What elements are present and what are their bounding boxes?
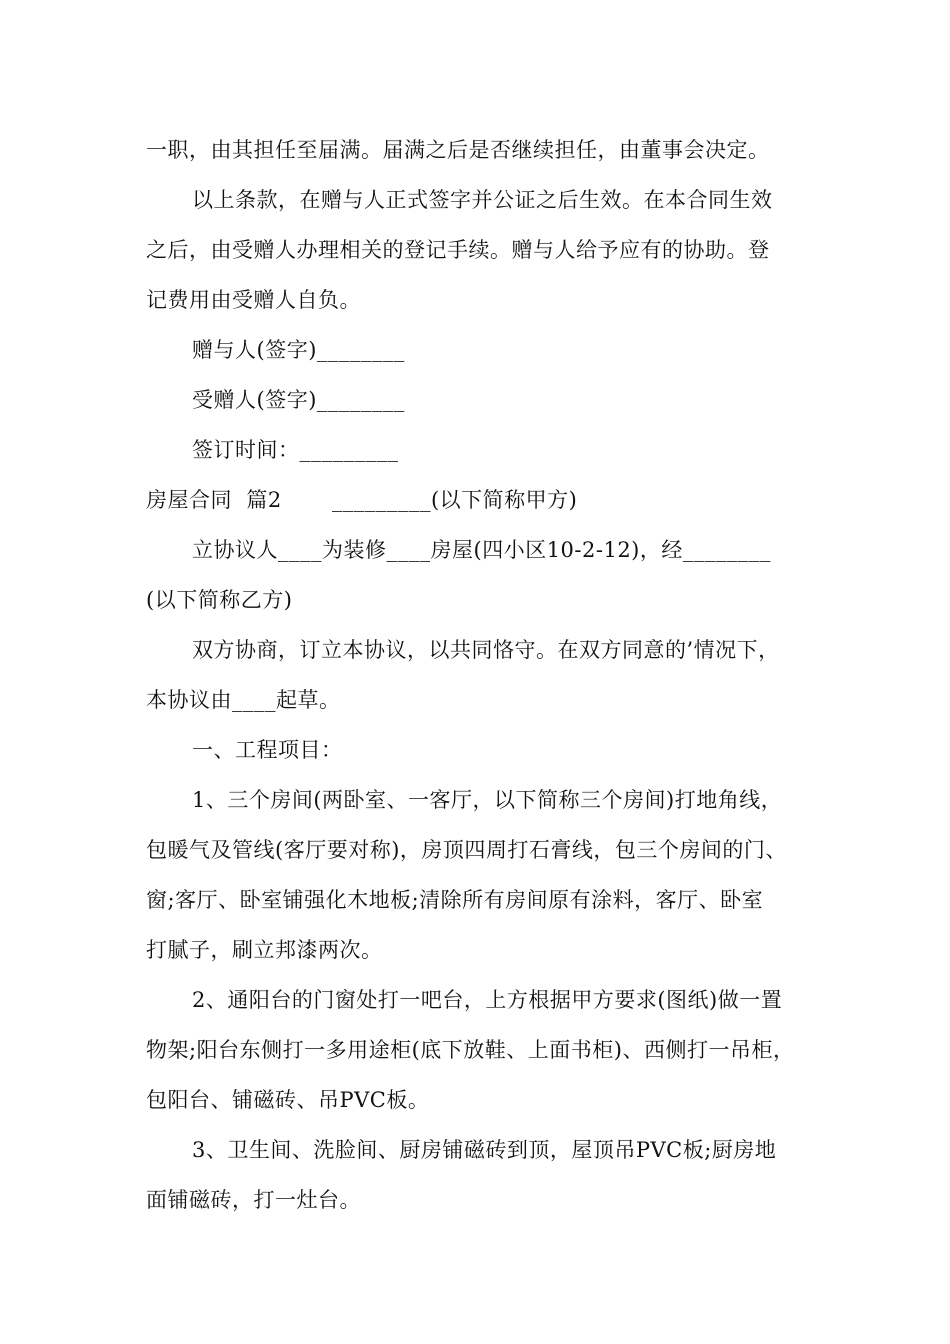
text-line: 包暖气及管线(客厅要对称)，房顶四周打石膏线，包三个房间的门、 — [146, 838, 787, 862]
text-line: 立协议人____为装修____房屋(四小区10-2-12)，经________ — [192, 538, 771, 562]
section-heading: 房屋合同 篇2 _________(以下简称甲方) — [146, 488, 578, 512]
text-line: 3、卫生间、洗脸间、厨房铺磁砖到顶，屋顶吊PVC板;厨房地 — [192, 1138, 777, 1162]
text-line: 物架;阳台东侧打一多用途柜(底下放鞋、上面书柜)、西侧打一吊柜， — [146, 1038, 795, 1062]
text-line: 面铺磁砖，打一灶台。 — [146, 1188, 361, 1212]
text-line: 2、通阳台的门窗处打一吧台，上方根据甲方要求(图纸)做一置 — [192, 988, 783, 1012]
text-line: 窗;客厅、卧室铺强化木地板;清除所有房间原有涂料，客厅、卧室 — [146, 888, 764, 912]
text-line: 记费用由受赠人自负。 — [146, 288, 361, 312]
signing-date-line: 签订时间：_________ — [192, 438, 399, 462]
text-line: 1、三个房间(两卧室、一客厅，以下简称三个房间)打地角线， — [192, 788, 783, 812]
text-line: 打腻子，刷立邦漆两次。 — [146, 938, 383, 962]
signature-line-donee: 受赠人(签字)________ — [192, 388, 405, 412]
signature-line-donor: 赠与人(签字)________ — [192, 338, 405, 362]
text-line: 以上条款，在赠与人正式签字并公证之后生效。在本合同生效 — [192, 188, 773, 212]
subsection-heading: 一、工程项目： — [192, 738, 343, 762]
text-line: 一职，由其担任至届满。届满之后是否继续担任，由董事会决定。 — [146, 138, 770, 162]
text-line: 之后，由受赠人办理相关的登记手续。赠与人给予应有的协助。登 — [146, 238, 770, 262]
text-line: 双方协商，订立本协议，以共同恪守。在双方同意的’情况下， — [192, 638, 780, 662]
text-line: (以下简称乙方) — [146, 588, 293, 612]
text-line: 包阳台、铺磁砖、吊PVC板。 — [146, 1088, 430, 1112]
text-line: 本协议由____起草。 — [146, 688, 341, 712]
